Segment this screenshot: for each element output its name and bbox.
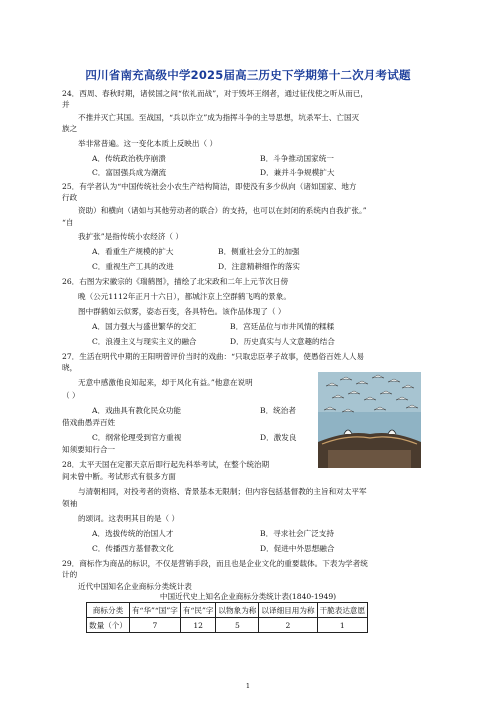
- table-row: [87, 618, 368, 633]
- table-cell: 12: [180, 618, 216, 633]
- q25-line: “自: [62, 218, 74, 227]
- q27-line: （ ）: [62, 391, 80, 400]
- q24-option-a: A．传统政治秩序崩溃: [92, 154, 166, 163]
- q27-line: 无意中感激他良知起来，却于风化有益。”他意在说明: [78, 378, 253, 387]
- q29-line: 计的: [62, 570, 78, 579]
- q27-line: 晓，: [62, 363, 78, 372]
- q24-line: 24．西周、春秋时期，诸侯国之间“依礼而战”，对于毁坏王纲者，通过征伐使之听从而已，: [62, 89, 368, 98]
- q26-line: 晚（公元1112年正月十六日），都城汴京上空群鹤飞鸣的景象。: [78, 292, 291, 301]
- q28-option-c: C．传播西方基督教文化: [92, 544, 174, 553]
- table-cell: 1: [317, 618, 368, 633]
- table-cell: 7: [129, 618, 180, 633]
- q26-option-b: B．宫廷品位与市井风情的糅糅: [230, 322, 335, 331]
- q29-line: 29．商标作为商品的标识，不仅是营销手段，而且也是企业文化的重要载体。下表为学者统: [62, 559, 368, 568]
- q26-option-a: A．国力强大与盛世繁华的交汇: [92, 322, 197, 331]
- q27-option-d-cont: 知须要知行合一: [62, 445, 116, 454]
- q28-option-a: A．选拔传统的治国人才: [92, 529, 174, 538]
- q26-line: 26．右图为宋徽宗的《瑞鹤图》，描绘了北宋政和二年上元节次日傍: [62, 277, 289, 286]
- q25-option-d: D．注意精耕细作的落实: [218, 262, 301, 271]
- q27-option-a: A．戏曲具有教化民众功能: [92, 406, 182, 415]
- q24-option-d: D．兼并斗争规模扩大: [260, 168, 335, 177]
- q27-line: 27．生活在明代中期的王阳明曾评价当时的戏曲：“只取忠臣孝子故事，使愚俗百姓人人易: [62, 352, 365, 361]
- table-header-cell: 有“民”字: [180, 603, 216, 618]
- auspicious-cranes-painting: [318, 372, 421, 468]
- q28-line: 的颂词。这表明其目的是（ ）: [78, 514, 180, 523]
- table-cell: 5: [216, 618, 259, 633]
- q25-line: 25．有学者认为“中国传统社会小农生产结构简洁，即使没有多少纵向（诸如国家、地方: [62, 182, 357, 191]
- q26-option-c: C．浪漫主义与现实主义的融合: [92, 337, 197, 346]
- q26-line: 图中群鹤如云似雾，姿态百变，各具特色。该作品体现了（ ）: [78, 307, 286, 316]
- table-header-cell: 商标分类: [87, 603, 130, 618]
- q25-line: 我扩张”是指传统小农经济（ ）: [78, 232, 184, 241]
- table-header-cell: 有“华”“国”字: [129, 603, 180, 618]
- q24-line: 举非常普遍。这一变化本质上反映出（ ）: [78, 139, 218, 148]
- q25-line: 资助）和横向（诸如与其他劳动者的联合）的支持，也可以在封闭的系统内自我扩张。”: [78, 206, 367, 215]
- q24-line: 并: [62, 100, 70, 109]
- q27-option-b: B．统治者: [260, 406, 296, 415]
- q26-option-d: D．历史真实与人文意趣的结合: [230, 337, 335, 346]
- q25-option-c: C．重视生产工具的改进: [92, 262, 174, 271]
- table-caption: 中国近代史上知名企业商标分类统计表(1840-1949): [159, 592, 337, 601]
- q24-line: 族之: [62, 124, 78, 133]
- q25-line: 行政: [62, 193, 78, 202]
- q24-option-c: C．富国强兵成为潮流: [92, 168, 167, 177]
- table-header-cell: 以译细目用为称: [259, 603, 317, 618]
- q24-line: 不推并灭亡其国。至战国，“兵以诈立”成为指挥斗争的主导思想，坑杀军士、亡国灭: [78, 113, 360, 122]
- table-row: [87, 603, 368, 618]
- q28-line: 28．太平天国在定都天京后即行起先科举考试，在整个统治期: [62, 460, 270, 469]
- q28-option-d: D．促进中外思想融合: [260, 544, 335, 553]
- table-header-cell: 以物象为称: [216, 603, 259, 618]
- q25-option-b: B．侧重社会分工的加强: [218, 247, 300, 256]
- table-header-cell: 干脆表达意愿: [317, 603, 368, 618]
- page-number: 1: [245, 682, 251, 690]
- trademark-table: [86, 602, 368, 633]
- table-cell: 数量（个）: [87, 618, 130, 633]
- q28-option-b: B．寻求社会广泛支持: [260, 529, 334, 538]
- q27-option-d: D．激发良: [260, 433, 297, 442]
- q24-option-b: B．斗争推动国家统一: [260, 154, 334, 163]
- q28-line: 领袖: [62, 499, 78, 508]
- table-cell: 2: [259, 618, 317, 633]
- q29-line: 近代中国知名企业商标分类统计表: [78, 582, 192, 591]
- q27-option-b-cont: 借戏曲愚弄百姓: [62, 418, 116, 427]
- q28-line: 间未曾中断。考试形式有很多方面: [62, 472, 176, 481]
- page-title: 四川省南充高级中学2025届高三历史下学期第十二次月考试题: [85, 68, 411, 82]
- q28-line: 与清朝相同，对投考者的资格、背景基本无限制；但内容包括基督教的主旨和对太平军: [78, 487, 367, 496]
- q25-option-a: A．看重生产规模的扩大: [92, 247, 174, 256]
- q27-option-c: C．纲常伦理受到官方重视: [92, 433, 182, 442]
